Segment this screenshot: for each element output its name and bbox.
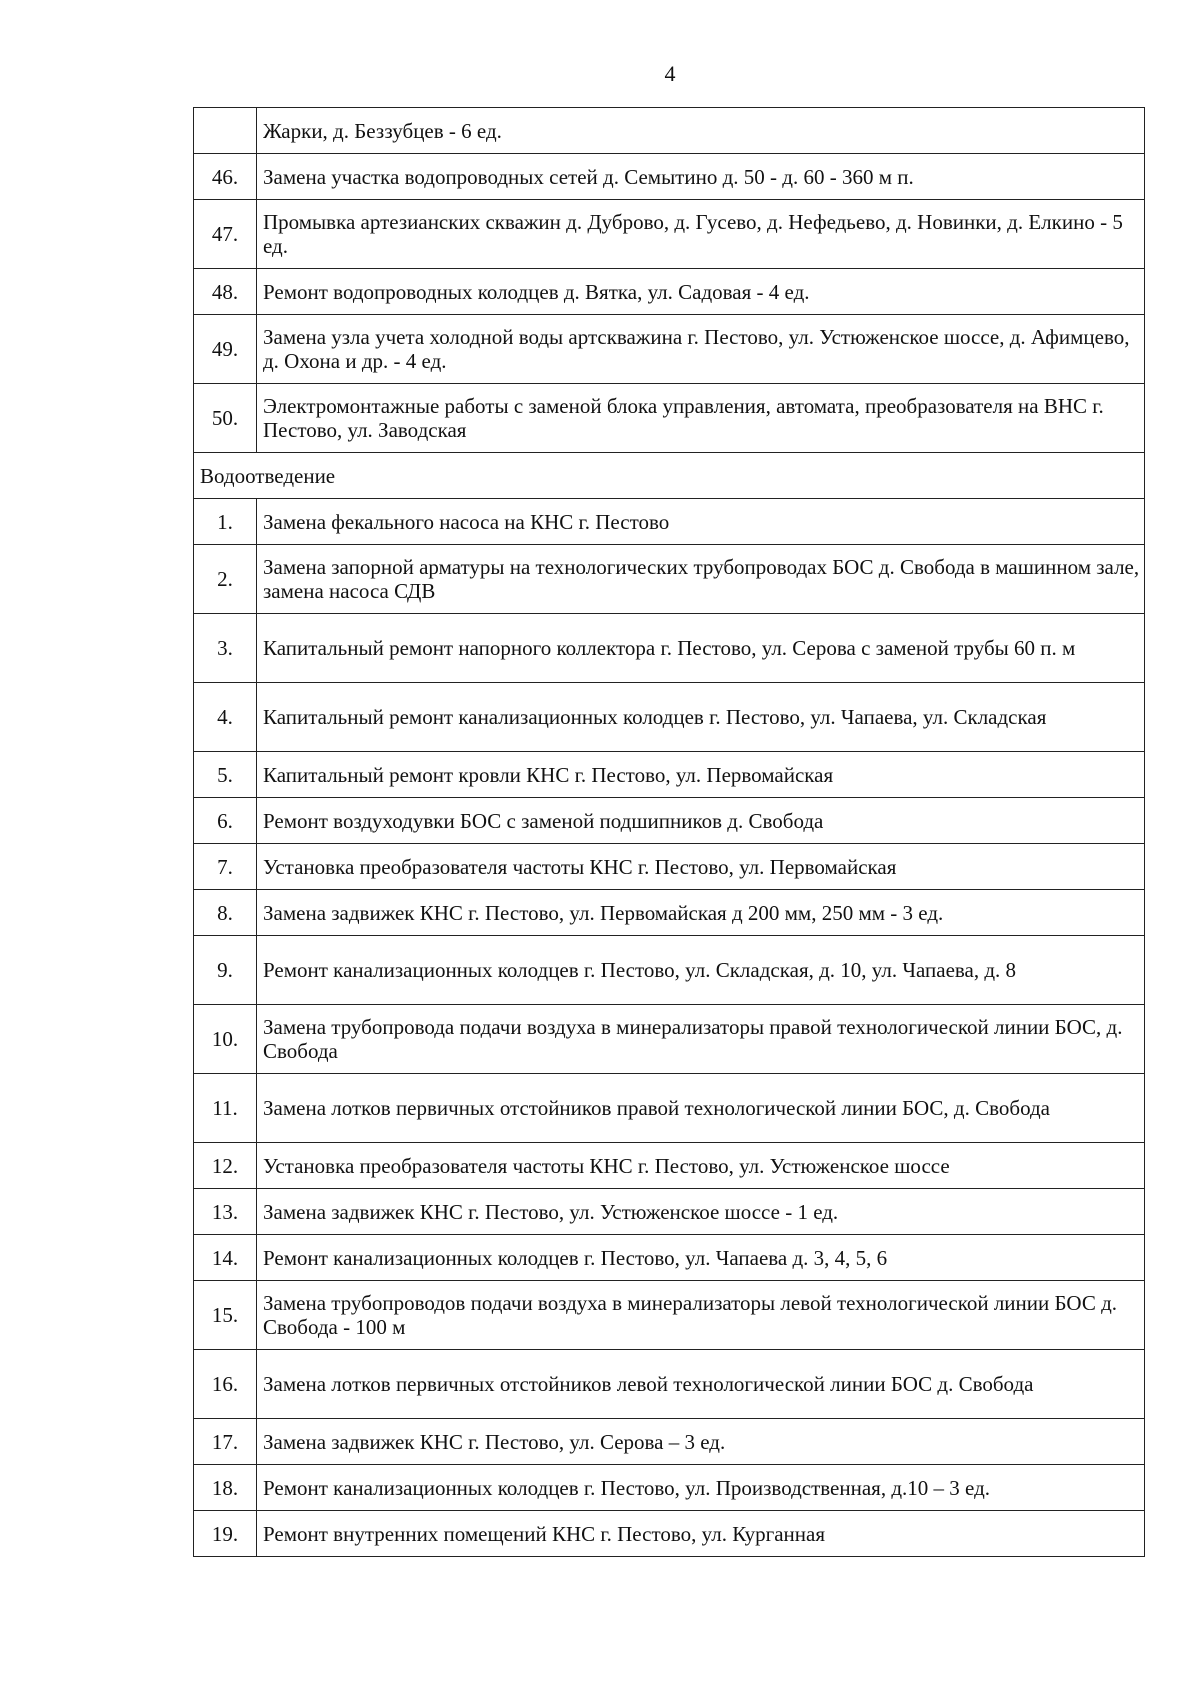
row-number-empty bbox=[194, 108, 257, 154]
row-number: 5. bbox=[194, 752, 257, 798]
row-text: Установка преобразователя частоты КНС г. Пестово, ул. Устюженское шоссе bbox=[257, 1143, 1145, 1189]
row-number: 9. bbox=[194, 936, 257, 1005]
table-row bbox=[194, 545, 1145, 614]
row-number: 19. bbox=[194, 1511, 257, 1557]
row-text: Замена задвижек КНС г. Пестово, ул. Серова – 3 ед. bbox=[257, 1419, 1145, 1465]
table-row bbox=[194, 499, 1145, 545]
row-text: Электромонтажные работы с заменой блока управления, автомата, преобразователя на ВНС г. Пестово, ул. Заводская bbox=[257, 384, 1145, 453]
row-number: 18. bbox=[194, 1465, 257, 1511]
table-row bbox=[194, 1235, 1145, 1281]
row-number: 50. bbox=[194, 384, 257, 453]
section-title: Водоотведение bbox=[194, 453, 1145, 499]
table-row bbox=[194, 683, 1145, 752]
table-row bbox=[194, 890, 1145, 936]
row-number: 11. bbox=[194, 1074, 257, 1143]
row-text: Замена участка водопроводных сетей д. Семытино д. 50 - д. 60 - 360 м п. bbox=[257, 154, 1145, 200]
page-number: 4 bbox=[664, 61, 676, 86]
row-number: 10. bbox=[194, 1005, 257, 1074]
works-table-body bbox=[194, 108, 1145, 1557]
row-text: Ремонт воздуходувки БОС с заменой подшипников д. Свобода bbox=[257, 798, 1145, 844]
table-row bbox=[194, 154, 1145, 200]
row-text: Замена лотков первичных отстойников левой технологической линии БОС д. Свобода bbox=[257, 1350, 1145, 1419]
table-row bbox=[194, 1143, 1145, 1189]
table-row bbox=[194, 1419, 1145, 1465]
table-row bbox=[194, 1281, 1145, 1350]
table-row bbox=[194, 844, 1145, 890]
table-row bbox=[194, 798, 1145, 844]
table-row bbox=[194, 614, 1145, 683]
row-text: Ремонт канализационных колодцев г. Пестово, ул. Производственная, д.10 – 3 ед. bbox=[257, 1465, 1145, 1511]
row-number: 13. bbox=[194, 1189, 257, 1235]
section-header-row bbox=[194, 453, 1145, 499]
row-text: Замена фекального насоса на КНС г. Пестово bbox=[257, 499, 1145, 545]
row-text: Ремонт водопроводных колодцев д. Вятка, ул. Садовая - 4 ед. bbox=[257, 269, 1145, 315]
continuation-row bbox=[194, 108, 1145, 154]
row-text: Установка преобразователя частоты КНС г. Пестово, ул. Первомайская bbox=[257, 844, 1145, 890]
row-text: Капитальный ремонт канализационных колодцев г. Пестово, ул. Чапаева, ул. Складская bbox=[257, 683, 1145, 752]
row-text: Ремонт канализационных колодцев г. Пестово, ул. Чапаева д. 3, 4, 5, 6 bbox=[257, 1235, 1145, 1281]
row-text: Ремонт канализационных колодцев г. Пестово, ул. Складская, д. 10, ул. Чапаева, д. 8 bbox=[257, 936, 1145, 1005]
table-row bbox=[194, 752, 1145, 798]
row-number: 46. bbox=[194, 154, 257, 200]
table-row bbox=[194, 1350, 1145, 1419]
row-text: Жарки, д. Беззубцев - 6 ед. bbox=[257, 108, 1145, 154]
row-text: Замена лотков первичных отстойников правой технологической линии БОС, д. Свобода bbox=[257, 1074, 1145, 1143]
row-text: Капитальный ремонт напорного коллектора г. Пестово, ул. Серова с заменой трубы 60 п. м bbox=[257, 614, 1145, 683]
row-number: 17. bbox=[194, 1419, 257, 1465]
row-number: 1. bbox=[194, 499, 257, 545]
row-text: Промывка артезианских скважин д. Дуброво, д. Гусево, д. Нефедьево, д. Новинки, д. Елкино - 5 ед. bbox=[257, 200, 1145, 269]
table-row bbox=[194, 384, 1145, 453]
row-text: Замена задвижек КНС г. Пестово, ул. Устюженское шоссе - 1 ед. bbox=[257, 1189, 1145, 1235]
table-row bbox=[194, 200, 1145, 269]
row-text: Замена трубопровода подачи воздуха в минерализаторы правой технологической линии БОС, д. Свобода bbox=[257, 1005, 1145, 1074]
table-row bbox=[194, 1465, 1145, 1511]
row-number: 7. bbox=[194, 844, 257, 890]
table-row bbox=[194, 315, 1145, 384]
row-number: 15. bbox=[194, 1281, 257, 1350]
table-row bbox=[194, 1511, 1145, 1557]
row-number: 16. bbox=[194, 1350, 257, 1419]
row-text: Замена запорной арматуры на технологических трубопроводах БОС д. Свобода в машинном зале, замена насоса СДВ bbox=[257, 545, 1145, 614]
row-text: Ремонт внутренних помещений КНС г. Пестово, ул. Курганная bbox=[257, 1511, 1145, 1557]
row-text: Замена задвижек КНС г. Пестово, ул. Первомайская д 200 мм, 250 мм - 3 ед. bbox=[257, 890, 1145, 936]
row-text: Капитальный ремонт кровли КНС г. Пестово, ул. Первомайская bbox=[257, 752, 1145, 798]
works-table bbox=[193, 107, 1145, 1557]
table-row bbox=[194, 1074, 1145, 1143]
table-row bbox=[194, 1005, 1145, 1074]
row-number: 47. bbox=[194, 200, 257, 269]
table-row bbox=[194, 269, 1145, 315]
row-number: 3. bbox=[194, 614, 257, 683]
row-number: 14. bbox=[194, 1235, 257, 1281]
row-number: 12. bbox=[194, 1143, 257, 1189]
row-number: 48. bbox=[194, 269, 257, 315]
row-number: 4. bbox=[194, 683, 257, 752]
table-row bbox=[194, 936, 1145, 1005]
row-text: Замена узла учета холодной воды артскважина г. Пестово, ул. Устюженское шоссе, д. Афимцево, д. Охона и др. - 4 ед. bbox=[257, 315, 1145, 384]
row-number: 8. bbox=[194, 890, 257, 936]
table-row bbox=[194, 1189, 1145, 1235]
row-number: 2. bbox=[194, 545, 257, 614]
row-text: Замена трубопроводов подачи воздуха в минерализаторы левой технологической линии БОС д. Свобода - 100 м bbox=[257, 1281, 1145, 1350]
row-number: 6. bbox=[194, 798, 257, 844]
row-number: 49. bbox=[194, 315, 257, 384]
